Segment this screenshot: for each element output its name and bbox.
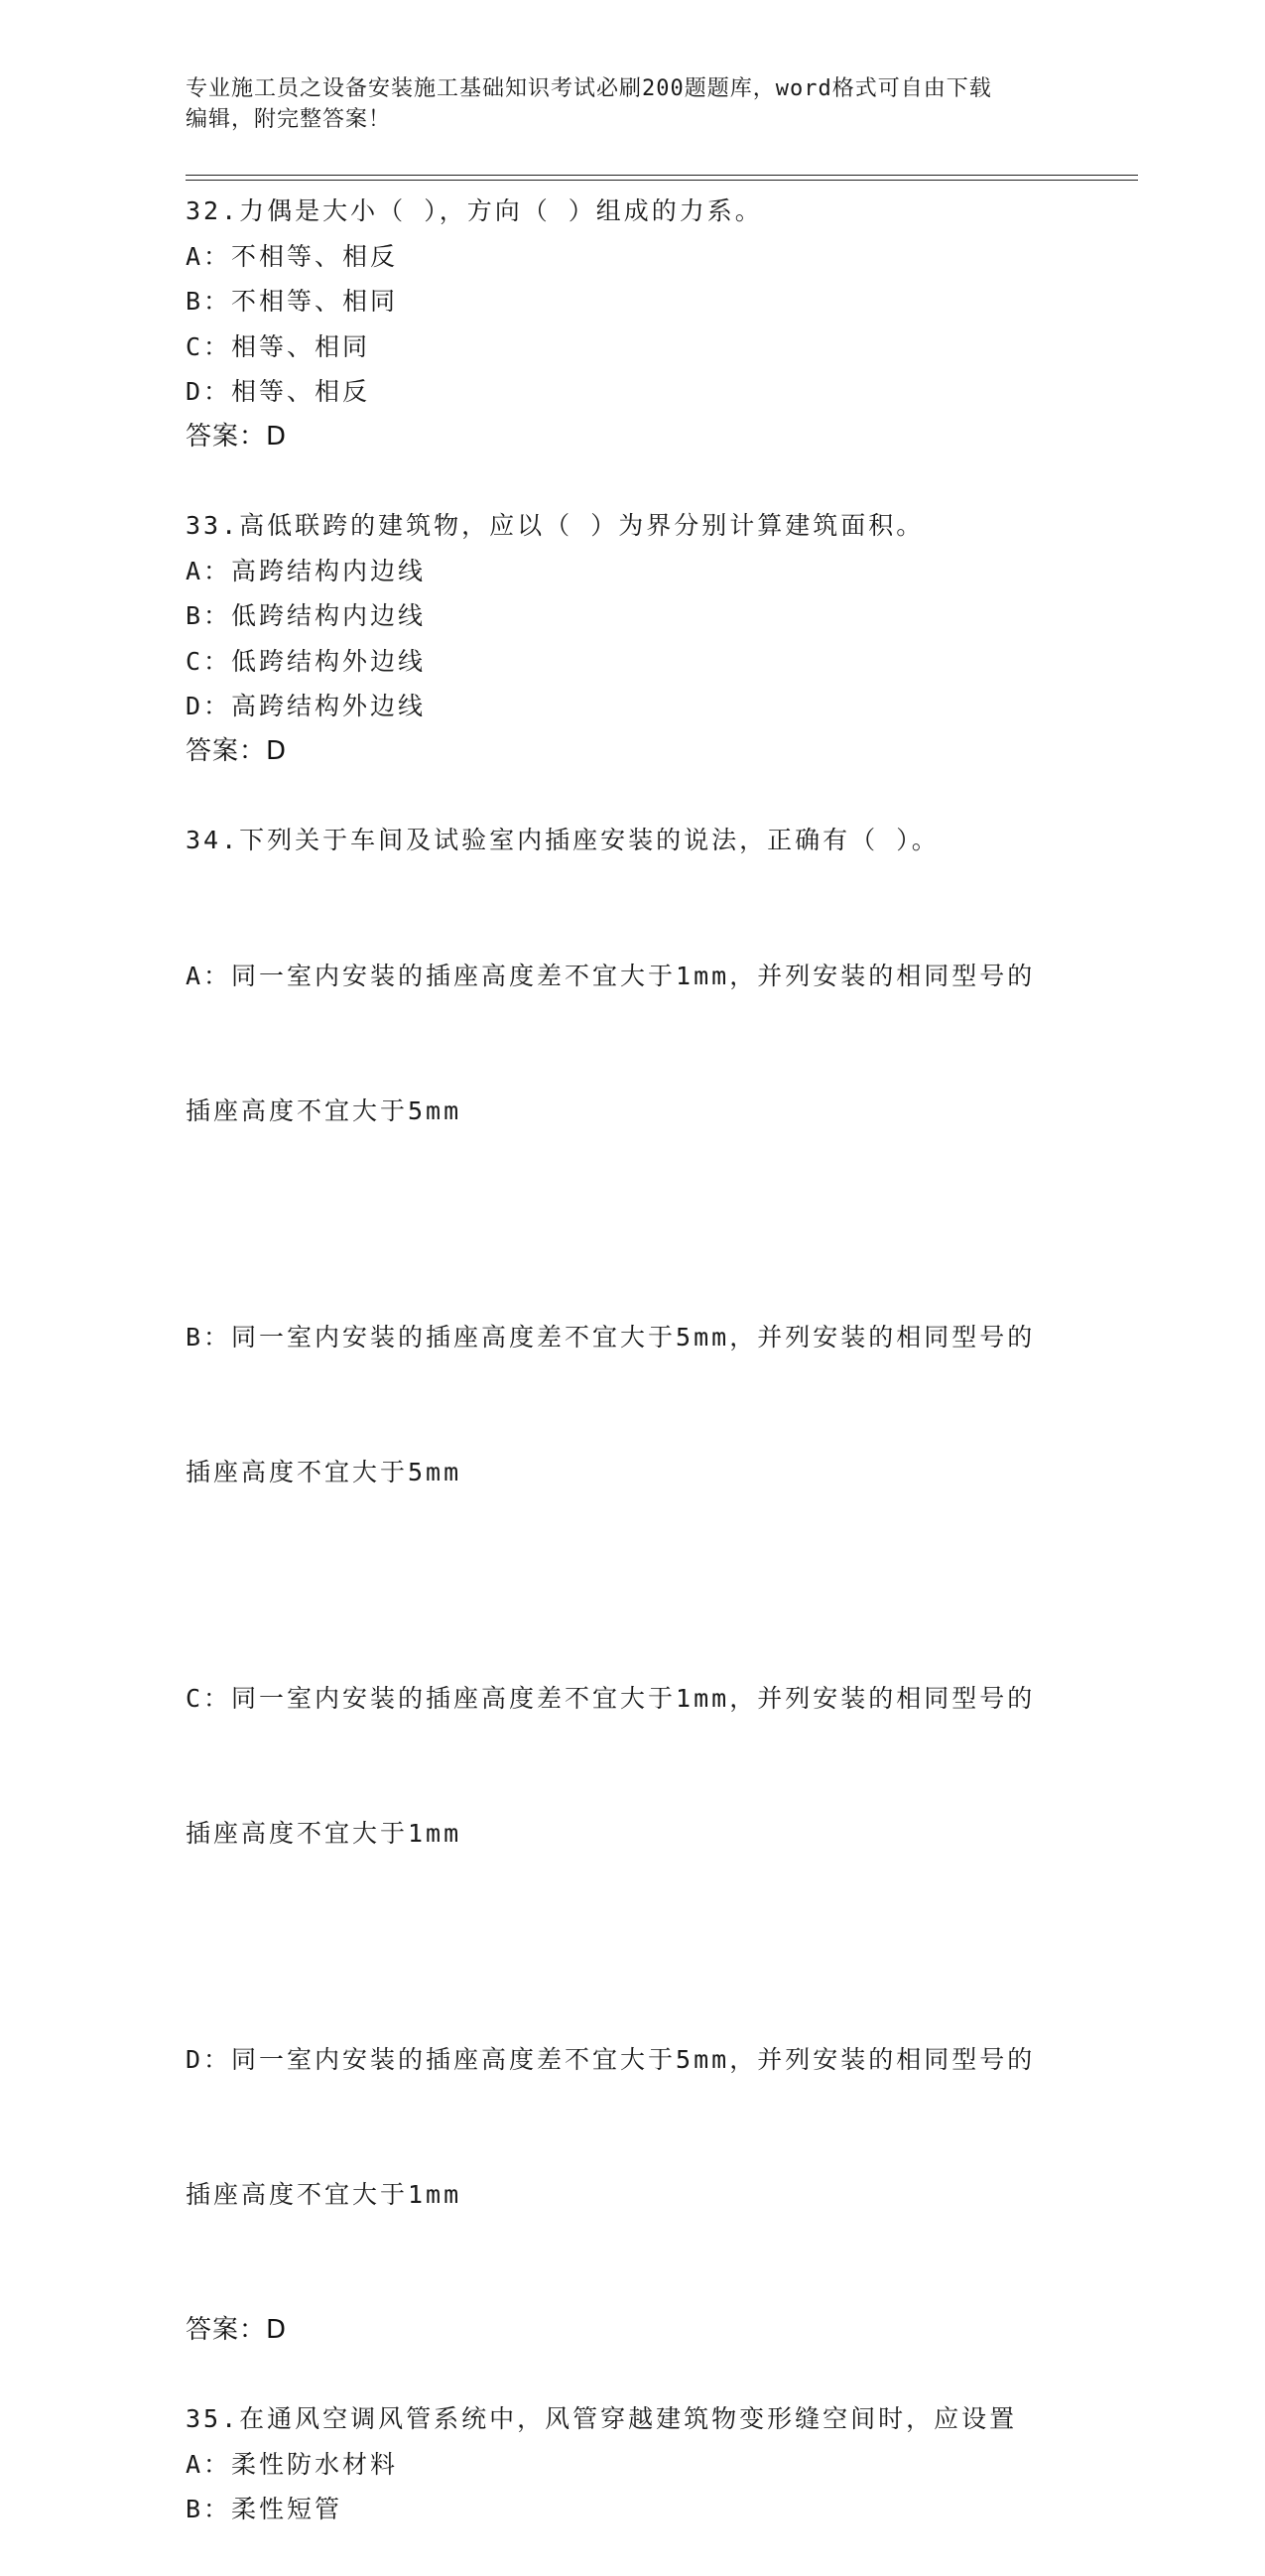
- question-stem: 35.在通风空调风管系统中，风管穿越建筑物变形缝空间时，应设置: [186, 2404, 1018, 2433]
- question-stem: 32.力偶是大小（ ），方向（ ）组成的力系。: [186, 196, 763, 225]
- option-c: [186, 1586, 1059, 1947]
- option-a-line-1: A：同一室内安装的插座高度差不宜大于1mm，并列安装的相同型号的: [186, 961, 1036, 990]
- option-a: A：高跨结构内边线: [186, 556, 427, 585]
- option-a: A：不相等、相反: [186, 241, 399, 271]
- answer: 答案：D: [186, 2314, 288, 2345]
- option-b: B：低跨结构内边线: [186, 601, 427, 630]
- option-b: [186, 1224, 1059, 1586]
- option-a: [186, 863, 1059, 1224]
- question-stem: 34.下列关于车间及试验室内插座安装的说法，正确有（ ）。: [186, 826, 940, 854]
- option-d-line-2: 插座高度不宜大于1mm: [186, 2180, 462, 2209]
- question-34: [186, 818, 1059, 2353]
- header-divider-top: [186, 175, 1138, 176]
- option-b: B：不相等、相同: [186, 287, 399, 316]
- header-line-1: 专业施工员之设备安装施工基础知识考试必刷200题题库，word格式可自由下载: [186, 76, 992, 101]
- question-stem: 33.高低联跨的建筑物，应以（ ）为界分别计算建筑面积。: [186, 511, 925, 540]
- option-d: D：高跨结构外边线: [186, 692, 427, 720]
- header-line-2: 编辑，附完整答案！: [186, 107, 392, 132]
- answer: 答案：D: [186, 421, 288, 451]
- option-b-line-2: 插座高度不宜大于5mm: [186, 1458, 462, 1486]
- question-32: [186, 189, 1059, 459]
- option-c-line-2: 插座高度不宜大于1mm: [186, 1819, 462, 1848]
- document-header: [186, 73, 1078, 135]
- option-b-line-1: B：同一室内安装的插座高度差不宜大于5mm，并列安装的相同型号的: [186, 1322, 1036, 1352]
- question-33: [186, 503, 1059, 774]
- header-divider-bottom: [186, 180, 1138, 181]
- option-b: B：柔性短管: [186, 2495, 343, 2523]
- option-a: A：柔性防水材料: [186, 2449, 399, 2479]
- question-list: [186, 189, 1059, 2576]
- option-c: C：低跨结构外边线: [186, 646, 427, 676]
- option-d: [186, 1947, 1059, 2308]
- option-a-line-2: 插座高度不宜大于5mm: [186, 1096, 462, 1125]
- option-d-line-1: D：同一室内安装的插座高度差不宜大于5mm，并列安装的相同型号的: [186, 2044, 1036, 2074]
- option-c-line-1: C：同一室内安装的插座高度差不宜大于1mm，并列安装的相同型号的: [186, 1683, 1036, 1713]
- option-c: C：相等、相同: [186, 331, 371, 361]
- question-35: [186, 2396, 1059, 2532]
- option-d: D：相等、相反: [186, 377, 371, 406]
- answer: 答案：D: [186, 735, 288, 766]
